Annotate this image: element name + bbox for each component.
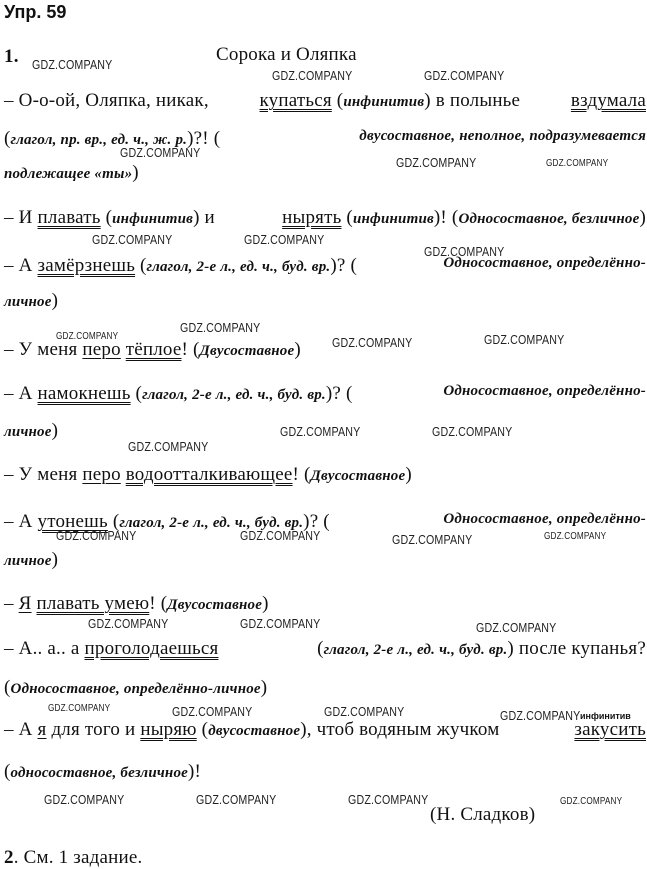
note-sentence-type: Односоставное, определённо- [443,255,646,271]
author: (Н. Сладков) [430,804,536,825]
paren: ( [4,128,11,149]
paren: ) [51,420,59,441]
paren-text: ! ( [149,593,168,614]
watermark: GDZ.COMPANY [32,57,113,72]
watermark: GDZ.COMPANY [272,68,353,83]
note-infinitive: инфинитив [352,211,434,227]
note-sentence-type: Односоставное, определённо-личное [10,681,261,697]
text-line-7 [4,339,301,361]
note-infinitive: инфинитив [112,211,194,227]
line-16-text: для того и [51,719,136,740]
line-5-start: – А [4,255,33,276]
paren: ( [201,719,209,740]
watermark: GDZ.COMPANY [500,708,581,723]
note-continuation: личное [4,294,52,310]
story-title: Сорока и Оляпка [216,44,357,65]
predicate-nyryayu: ныряю [140,719,197,740]
watermark: GDZ.COMPANY [240,616,321,631]
note-sentence-type: двусоставное, неполное, подразумевается [359,128,646,144]
watermark: GDZ.COMPANY [476,620,557,635]
text-line-10 [4,464,412,486]
task-2-text: . См. 1 задание. [13,847,143,868]
note-infinitive: инфинитив [343,94,425,110]
note-sentence-type: Односоставное, определённо- [443,383,646,399]
watermark: GDZ.COMPANY [424,244,505,259]
subject-pero: перо [82,339,121,360]
predicate-plavat-umeyu: плавать умею [36,593,150,614]
line-10-start: – У меня [4,464,78,485]
line-16-start: – А [4,719,33,740]
paren-text: )! ( [433,207,459,228]
watermark: GDZ.COMPANY [48,703,111,714]
predicate-vodoottalkivayushchee: водоотталкивающее [125,464,293,485]
note-sentence-type: двусоставное [208,723,301,739]
watermark: GDZ.COMPANY [56,528,137,543]
note-infinitive-small: инфинитив [580,711,631,721]
watermark: GDZ.COMPANY [396,155,477,170]
line-4-start: – И [4,207,33,228]
text-line-15 [4,677,267,699]
note-verb: глагол, 2-е л., ед. ч., буд. вр. [142,387,326,403]
note-sentence-type: Двусоставное [199,343,295,359]
watermark: GDZ.COMPANY [56,331,119,342]
watermark: GDZ.COMPANY [348,792,429,807]
subject-ya: Я [18,593,32,614]
paren: ( [317,638,324,659]
paren-text: )? ( [325,383,353,404]
note-continuation: личное [4,553,52,569]
line-1-start: – О-о-ой, Оляпка, никак, [4,90,209,111]
text-line-3 [4,162,139,184]
paren: ) [260,677,268,698]
text-line-9 [4,420,58,442]
note-sentence-type: Двусоставное [167,597,263,613]
task-2-number: 2 [4,847,14,868]
note-sentence-type: Двусоставное [310,468,406,484]
watermark: GDZ.COMPANY [424,68,505,83]
line-5-a [4,255,357,277]
watermark: GDZ.COMPANY [88,616,169,631]
predicate-nyryat: нырять [282,207,342,228]
paren: ( [346,207,353,228]
paren-text: ) и [193,207,215,228]
watermark: GDZ.COMPANY [44,792,125,807]
paren: ( [4,761,11,782]
note-subject: подлежащее «ты» [4,166,133,182]
task-1-num: 1 [4,46,14,67]
task-1-dot: . [13,46,19,67]
line-4-b [282,207,646,229]
paren: ( [140,255,147,276]
watermark: GDZ.COMPANY [280,424,361,439]
paren: ( [4,677,11,698]
watermark: GDZ.COMPANY [180,320,261,335]
note-verb: глагол, 2-е л., ед. ч., буд. вр. [119,515,304,531]
watermark: GDZ.COMPANY [544,531,607,542]
watermark: GDZ.COMPANY [196,792,277,807]
note-sentence-type: Односоставное, безличное [458,211,640,227]
text-line-6 [4,290,58,312]
paren: ( [112,511,120,532]
line-13-start: – [4,593,14,614]
predicate-progolodaeshsya: проголодаешься [84,638,219,659]
paren: ) [51,549,59,570]
watermark: GDZ.COMPANY [432,424,513,439]
note-sentence-type: Односоставное, определённо- [443,511,646,527]
watermark: GDZ.COMPANY [546,158,609,169]
line-7-start: – У меня [4,339,78,360]
text-line-12 [4,549,58,571]
line-8-start: – А [4,383,33,404]
watermark: GDZ.COMPANY [240,528,321,543]
line-1-mid [260,90,521,112]
watermark: GDZ.COMPANY [324,704,405,719]
watermark: GDZ.COMPANY [128,439,209,454]
paren-text: )?! ( [187,128,221,149]
paren: ) [262,593,269,614]
line-4-a [4,207,215,229]
note-verb: глагол, пр. вр., ед. ч., ж. р. [10,132,188,148]
watermark: GDZ.COMPANY [92,232,173,247]
text-line-8 [4,383,646,405]
paren: ( [135,383,143,404]
paren: ) [639,207,646,228]
line-14-a [4,638,218,660]
predicate-zamerznesh: замёрзнешь [37,255,136,276]
watermark: GDZ.COMPANY [484,332,565,347]
paren-text: )! [188,761,202,782]
predicate-namoknesh: намокнешь [37,383,131,404]
paren: ) [405,464,412,485]
text-line-17 [4,761,201,783]
line-14-b [317,638,646,660]
note-sentence-type: односоставное, безличное [10,765,189,781]
paren: ( [105,207,113,228]
note-continuation: личное [4,424,52,440]
paren: ) [294,339,301,360]
text-line-2 [4,128,646,150]
subject-ya: я [37,719,47,740]
predicate-plavat: плавать [37,207,101,228]
line-16-a [4,719,499,741]
watermark: GDZ.COMPANY [120,145,201,160]
line-11-start: – А [4,511,33,532]
paren-text: ) после купанья? [507,638,646,659]
task-2 [4,847,142,869]
predicate-vzdumala: вздумала [570,90,646,111]
exercise-title: Упр. 59 [4,2,67,22]
note-verb: глагол, 2-е л., ед. ч., буд. вр. [323,642,508,658]
watermark: GDZ.COMPANY [392,532,473,547]
text-line-5 [4,255,646,277]
watermark: GDZ.COMPANY [560,796,623,807]
paren: ) [132,162,139,183]
paren: ) [51,290,59,311]
paren-text: )? ( [303,511,330,532]
predicate-teploe: тёплое [125,339,182,360]
task-1-number [4,46,19,68]
text-line-1 [4,90,646,112]
paren-text: ! ( [181,339,200,360]
watermark: GDZ.COMPANY [332,335,413,350]
paren-text: )? ( [330,255,357,276]
watermark: GDZ.COMPANY [172,704,253,719]
paren: ( [336,90,344,111]
paren-text: ), чтоб водяным жучком [300,719,500,740]
predicate-utonesh: утонешь [37,511,108,532]
text-line-14 [4,638,646,660]
predicate-zakusit: закусить [574,719,646,740]
text-line-4 [4,207,646,229]
subject-pero: перо [82,464,121,485]
watermark: GDZ.COMPANY [244,232,325,247]
predicate-kupatsya: купаться [259,90,332,111]
line-14-start: – А.. а.. а [4,638,80,659]
paren-text: ! ( [292,464,311,485]
text-line-13 [4,593,269,615]
paren-text: ) в полынье [424,90,521,111]
line-8-a [4,383,353,405]
note-verb: глагол, 2-е л., ед. ч., буд. вр. [146,259,331,275]
